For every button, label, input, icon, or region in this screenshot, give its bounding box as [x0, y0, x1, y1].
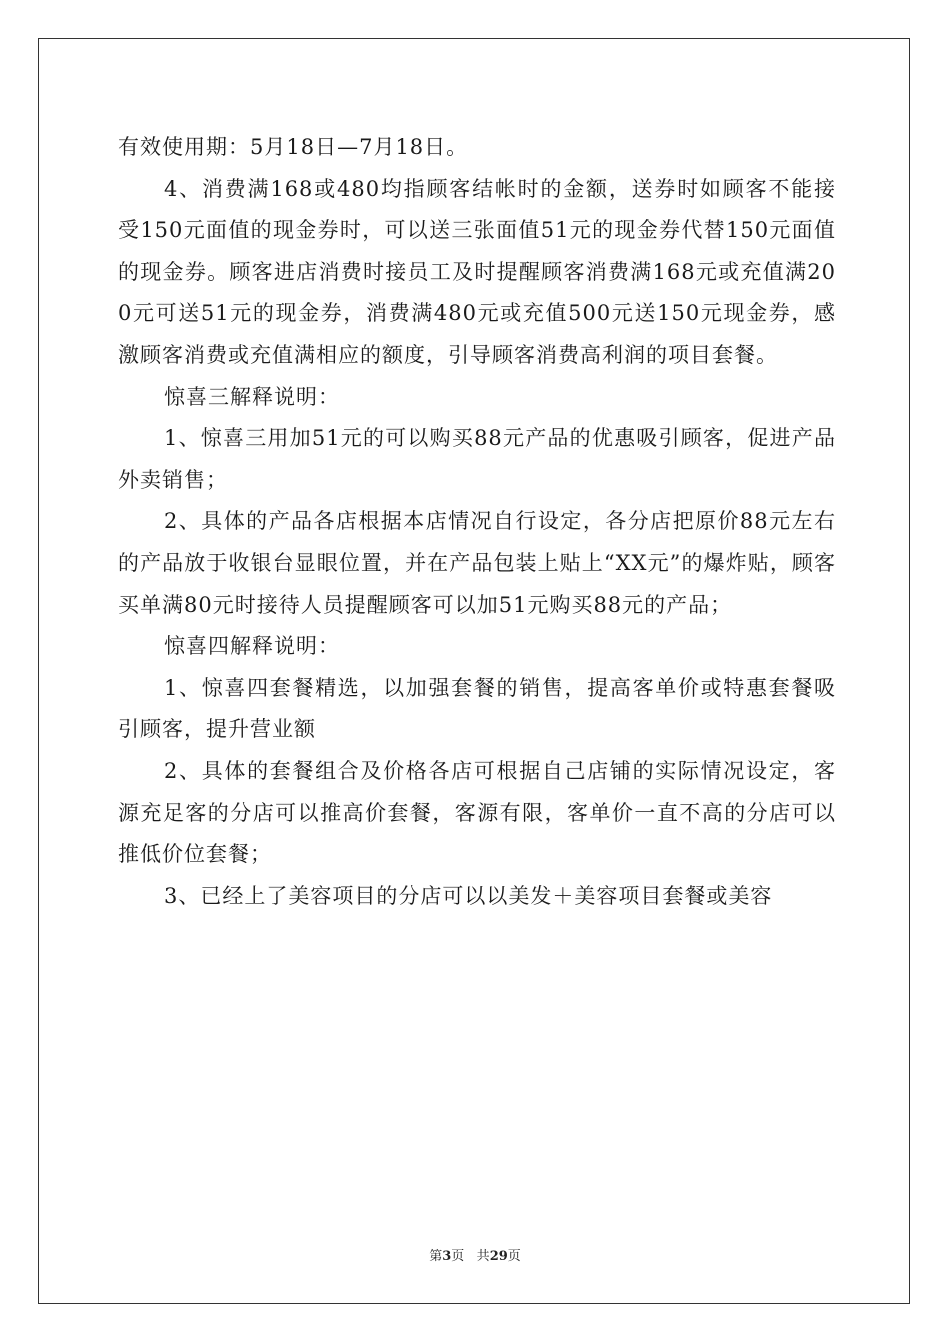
paragraph-surprise-four-3: 3、已经上了美容项目的分店可以以美发＋美容项目套餐或美容	[164, 883, 773, 908]
footer-total-pages: 29	[489, 1249, 508, 1264]
paragraph-surprise-three-2: 2、具体的产品各店根据本店情况自行设定，各分店把原价88元左右的产品放于收银台显眼位置，并在产品包装上贴上“XX元”的爆炸贴，顾客买单满80元时接待人员提醒顾客可以加51元购买88元的产品；	[118, 509, 836, 617]
paragraph-item-4: 4、消费满168或480均指顾客结帐时的金额，送券时如顾客不能接受150元面值的现金券时，可以送三张面值51元的现金券代替150元面值的现金券。顾客进店消费时接员工及时提醒顾客消费满168元或充值满200元可送51元的现金券，消费满480元或充值500元送150元现金券，感激顾客消费或充值满相应的额度，引导顾客消费高利润的项目套餐。	[118, 176, 836, 367]
heading-surprise-four: 惊喜四解释说明：	[164, 634, 340, 659]
heading-surprise-three: 惊喜三解释说明：	[164, 384, 340, 409]
footer-prefix: 第	[429, 1249, 443, 1264]
paragraph-surprise-three-1: 1、惊喜三用加51元的可以购买88元产品的优惠吸引顾客，促进产品外卖销售；	[118, 426, 836, 492]
paragraph-surprise-four-2: 2、具体的套餐组合及价格各店可根据自己店铺的实际情况设定，客源充足客的分店可以推高价套餐，客源有限，客单价一直不高的分店可以推低价位套餐；	[118, 758, 836, 867]
document-body	[118, 127, 836, 917]
footer-total-suffix: 页	[507, 1249, 521, 1264]
paragraph-surprise-four-1: 1、惊喜四套餐精选，以加强套餐的销售，提高客单价或特惠套餐吸引顾客，提升营业额	[118, 675, 836, 742]
paragraph-validity: 有效使用期：5月18日—7月18日。	[118, 135, 469, 159]
footer-total-prefix: 共	[476, 1249, 490, 1264]
footer-page-suffix: 页	[451, 1249, 465, 1264]
footer-page-number: 3	[442, 1249, 452, 1264]
page-footer	[0, 1245, 950, 1264]
